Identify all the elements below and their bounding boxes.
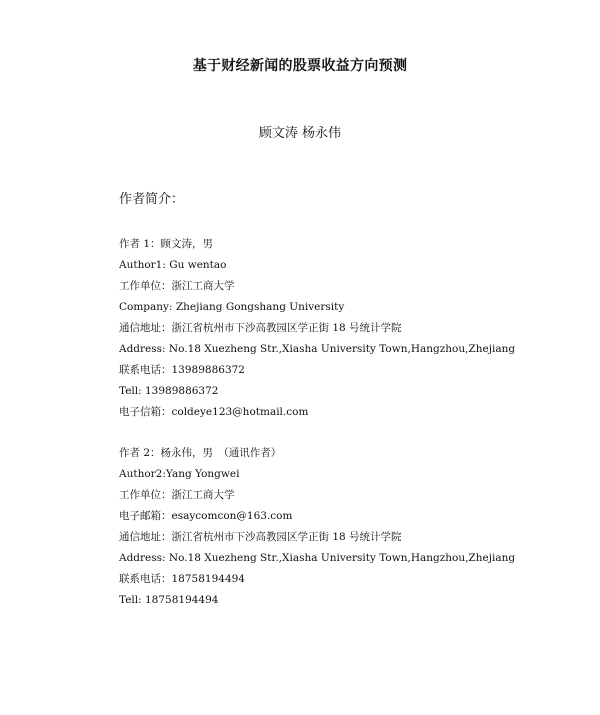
author1-name-en: Author1: Gu wentao bbox=[119, 259, 227, 271]
author2-unit-cn: 工作单位：浙江工商大学 bbox=[119, 489, 235, 501]
author2-info-block bbox=[119, 443, 589, 611]
author1-address-cn: 通信地址：浙江省杭州市下沙高教园区学正街 18 号统计学院 bbox=[119, 322, 402, 334]
author2-phone-cn: 联系电话：18758194494 bbox=[119, 573, 245, 585]
author1-header: 作者 1：顾文涛，男 bbox=[119, 238, 214, 250]
author1-email: 电子信箱：coldeye123@hotmail.com bbox=[119, 406, 309, 418]
author2-address-cn: 通信地址：浙江省杭州市下沙高教园区学正街 18 号统计学院 bbox=[119, 531, 402, 543]
author-names: 顾文涛 杨永伟 bbox=[258, 126, 342, 141]
author2-header: 作者 2：杨永伟，男 （通讯作者） bbox=[119, 447, 282, 459]
author1-phone-cn: 联系电话：13989886372 bbox=[119, 364, 245, 376]
author2-email: 电子邮箱：esaycomcon@163.com bbox=[119, 510, 293, 522]
author1-tel-en: Tell: 13989886372 bbox=[119, 385, 219, 397]
author1-info-block bbox=[119, 234, 589, 423]
section-heading-author-intro: 作者简介： bbox=[119, 192, 185, 207]
author1-address-en: Address: No.18 Xuezheng Str.,Xiasha University Town,Hangzhou,Zhejiang bbox=[119, 343, 516, 355]
author1-unit-cn: 工作单位：浙江工商大学 bbox=[119, 280, 235, 292]
author2-address-en: Address: No.18 Xuezheng Str.,Xiasha University Town,Hangzhou,Zhejiang bbox=[119, 552, 516, 564]
author1-company-en: Company: Zhejiang Gongshang University bbox=[119, 301, 345, 313]
paper-title: 基于财经新闻的股票收益方向预测 bbox=[192, 58, 408, 74]
author2-tel-en: Tell: 18758194494 bbox=[119, 594, 219, 606]
author2-name-en: Author2:Yang Yongwei bbox=[119, 468, 240, 480]
